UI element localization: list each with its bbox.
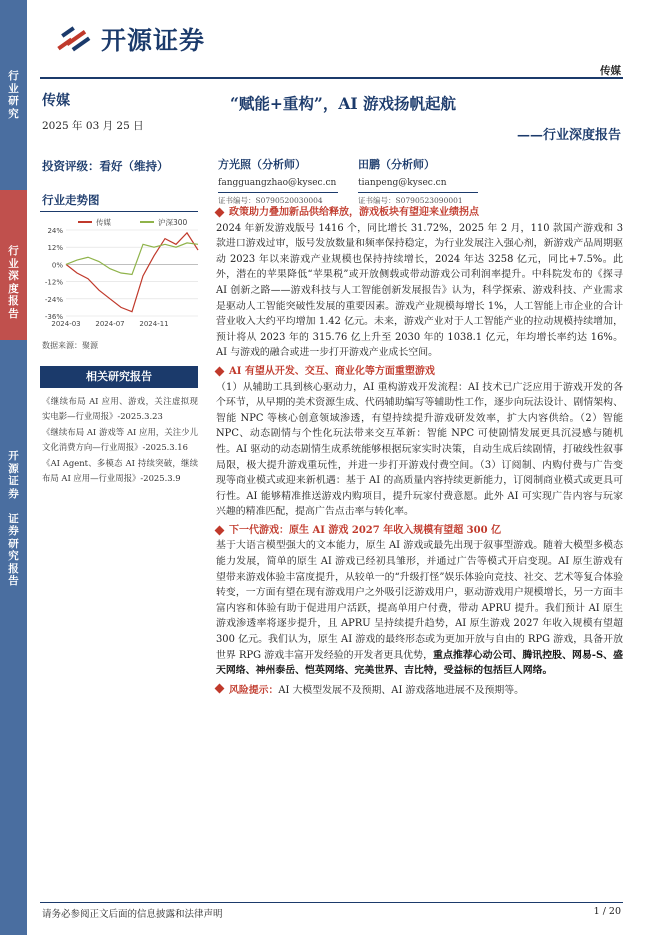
diamond-bullet-icon bbox=[215, 683, 225, 693]
y-tick-label: -12% bbox=[44, 278, 63, 287]
y-tick-label: -24% bbox=[44, 295, 63, 304]
y-tick-label: -36% bbox=[44, 313, 63, 321]
x-tick-label: 2024-07 bbox=[95, 320, 125, 328]
sidebar-char: 业 bbox=[8, 257, 19, 270]
diamond-bullet-icon bbox=[215, 526, 225, 536]
sidebar-char: 行 bbox=[8, 70, 19, 82]
report-body bbox=[216, 205, 623, 698]
sidebar-char: 证 bbox=[8, 512, 19, 525]
industry-name: 传媒 bbox=[42, 93, 70, 109]
sidebar-char: 业 bbox=[8, 82, 19, 95]
analyst-email[interactable]: tianpeng@kysec.cn bbox=[358, 178, 447, 188]
analyst-rule bbox=[358, 192, 478, 193]
sidebar-char: 证 bbox=[8, 475, 19, 487]
series-line bbox=[66, 243, 198, 275]
header-industry-tag: 传媒 bbox=[600, 65, 621, 77]
sidebar-char: 报 bbox=[8, 562, 19, 575]
sidebar-char: 报 bbox=[8, 295, 19, 307]
sidebar-char: 源 bbox=[8, 462, 19, 475]
report-title: “赋能+重构”，AI 游戏扬帆起航 bbox=[230, 94, 456, 113]
sidebar-char: 告 bbox=[8, 575, 19, 587]
section-heading bbox=[216, 364, 623, 380]
trend-rule bbox=[40, 211, 198, 212]
header-rule bbox=[40, 77, 623, 79]
page-number: 1 / 20 bbox=[593, 906, 621, 917]
risk-text: AI 大模型发展不及预期、AI 游戏落地进展不及预期等。 bbox=[278, 684, 524, 696]
y-tick-label: 0% bbox=[51, 261, 63, 270]
sidebar-char: 深 bbox=[8, 270, 19, 282]
sidebar-char: 度 bbox=[8, 282, 19, 295]
sidebar-char: 券 bbox=[8, 525, 19, 537]
brand-logo bbox=[55, 22, 205, 56]
y-tick-label: 12% bbox=[47, 244, 63, 253]
section-paragraph bbox=[216, 538, 623, 678]
analyst-card bbox=[218, 156, 338, 206]
sidebar-char: 开 bbox=[8, 450, 19, 462]
legend-label: 传媒 bbox=[96, 218, 111, 227]
trend-chart-title: 行业走势图 bbox=[42, 193, 100, 207]
section-paragraph: 2024 年新发游戏版号 1416 个，同比增长 31.72%，2025 年 2 月，110 款国产游戏和 3 款进口游戏过审，版号发放数量和频率保持稳定，为行业发展注入强心剂，新游戏产品周期驱动 2023 年以来游戏产业规模也保持持续增长，2024 年达 3258 亿元，同比+7.5%。此外，潜在的苹果降低“苹果税”或开放侧载或带动游戏公司利润率提升。中科院发布的《探寻 AI 创新之路——游戏科技与人工智能创新发展报告》认为，科学探索、游戏科技、产业需求是驱动人工智能突破性发展的重要因素。游戏产业规模每增长 1%，人工智能上市企业的合计营业收入大约平均增加 1.42 亿元。未来，游戏产业对于人工智能产业的拉动规模持续增加，预计将从 2023 年的 315.76 亿上升至 2030 年的 1038.1 亿元，年均增长率约达 16%。AI 与游戏的融合或进一步打开游戏产业成长空间。 bbox=[216, 222, 623, 359]
analyst-name: 方光照（分析师） bbox=[218, 158, 306, 171]
related-report-link[interactable]: 《继续布局 AI 游戏等 AI 应用，关注少儿文化消费方向—行业周报》-2025.3.16 bbox=[42, 427, 198, 452]
diamond-bullet-icon bbox=[215, 367, 225, 377]
investment-rating: 投资评级：看好（维持） bbox=[42, 159, 169, 173]
legend-label: 沪深300 bbox=[158, 218, 188, 227]
sidebar-char: 究 bbox=[8, 107, 19, 120]
section-heading-text: 下一代游戏：原生 AI 游戏 2027 年收入规模有望超 300 亿 bbox=[229, 524, 502, 536]
related-reports-title: 相关研究报告 bbox=[40, 366, 198, 388]
sidebar-char: 研 bbox=[8, 537, 19, 550]
section-heading bbox=[216, 523, 623, 539]
sidebar-char: 告 bbox=[8, 307, 19, 320]
risk-warning bbox=[216, 683, 623, 699]
x-tick-label: 2024-11 bbox=[139, 320, 169, 328]
recommendation-text: 重点推荐心动公司、腾讯控股、网易-S、盛天网络、神州泰岳、恺英网络、完美世界、吉比特，受益标的包括巨人网络。 bbox=[216, 649, 623, 677]
section-paragraph: （1）从辅助工具到核心驱动力，AI 重构游戏开发流程：AI 技术已广泛应用于游戏开发的各个环节，从早期的美术资源生成、代码辅助编写等辅助性工作，逐步向玩法设计、剧情架构、智能 NPC 等核心创意领域渗透，有望持续提升游戏研发效率，扩大内容供给。（2）智能 NPC、动态剧情与个性化玩法带来交互革新：智能 NPC 可使剧情发展更具沉浸感与随机性。AI 驱动的动态剧情生成系统能够根据玩家实时决策，自动生成后续剧情，打破线性叙事局限，极大提升游戏重玩性，并进一步打开游戏付费空间。（3）订阅制、内购付费与广告变现等商业模式或迎来新机遇：基于 AI 的高质量内容持续更新能力，订阅制商业模式或更具可行性。AI 能够精准推送游戏内购项目，提升玩家付费意愿。此外 AI 可实现广告内容与玩家兴趣的精准匹配，提高广告点击率与转化率。 bbox=[216, 381, 623, 518]
report-subtitle: ——行业深度报告 bbox=[516, 128, 621, 143]
related-report-link[interactable]: 《AI Agent、多模态 AI 持续突破，继续布局 AI 应用—行业周报》-2025.3.9 bbox=[42, 458, 198, 483]
risk-label: 风险提示： bbox=[229, 684, 279, 696]
footer-rule bbox=[40, 902, 623, 903]
related-reports-list bbox=[42, 394, 198, 487]
sidebar-char: 究 bbox=[8, 550, 19, 562]
footer-disclaimer[interactable]: 请务必参阅正文后面的信息披露和法律声明 bbox=[42, 909, 223, 920]
section-heading bbox=[216, 205, 623, 221]
sidebar-char: 研 bbox=[8, 95, 19, 107]
sidebar-char: 行 bbox=[8, 245, 19, 257]
brand-name: 开源证券 bbox=[101, 26, 206, 55]
chart-source: 数据来源：聚源 bbox=[42, 341, 98, 350]
section-heading-text: 政策助力叠加新品供给释放，游戏板块有望迎来业绩拐点 bbox=[229, 207, 479, 218]
y-tick-label: 24% bbox=[47, 227, 63, 235]
analyst-name: 田鹏（分析师） bbox=[358, 158, 435, 171]
related-report-link[interactable]: 《继续布局 AI 应用、游戏，关注虚拟现实电影—行业周报》-2025.3.23 bbox=[42, 396, 198, 421]
analyst-rule bbox=[218, 192, 338, 193]
report-date: 2025 年 03 月 25 日 bbox=[42, 120, 144, 132]
brand-logo-icon bbox=[55, 22, 95, 56]
analyst-cert: 证书编号：S0790520030004 bbox=[218, 196, 323, 205]
sidebar-char: 券 bbox=[8, 487, 19, 500]
sidebar-char bbox=[0, 500, 27, 513]
x-tick-label: 2024-03 bbox=[51, 320, 81, 328]
analyst-cert: 证书编号：S0790523090001 bbox=[358, 196, 463, 205]
section-paragraph-text: 基于大语言模型强大的文本能力，原生 AI 游戏或最先出现于叙事型游戏。随着大模型多模态能力发展，简单的原生 AI 游戏已经初具雏形，并通过广告等模式开启变现。AI 原生游戏有望带来游戏体验丰富度提升，从较单一的“升级打怪”娱乐体验向竞技、社交、艺术等复合体验转变，一方面有望在现有游戏用户之外吸引泛游戏用户，驱动游戏用户规模增长，另一方面丰富内容和体验有助于促进用户活跃，提高单用户付费，带动 APRU 提升。我们预计 AI 原生游戏渗透率将逐步提升，且 APRU 呈持续提升趋势，AI 原生游戏 2027 年收入规模有望超 300 亿元。我们认为，原生 AI 游戏的最终形态或为更加开放与自由的 RPG 游戏，具备开放世界 RPG 游戏丰富开发经验的开发者更具优势， bbox=[216, 540, 623, 661]
analyst-card bbox=[358, 156, 478, 206]
series-line bbox=[66, 233, 198, 312]
section-heading-text: AI 有望从开发、交互、商业化等方面重塑游戏 bbox=[229, 365, 435, 377]
sidebar-label-report-type bbox=[0, 190, 27, 340]
sidebar-label-brand bbox=[0, 450, 27, 588]
trend-chart bbox=[38, 216, 204, 334]
analyst-email[interactable]: fangguangzhao@kysec.cn bbox=[218, 178, 337, 188]
diamond-bullet-icon bbox=[215, 208, 225, 218]
sidebar-label-research bbox=[0, 70, 27, 120]
